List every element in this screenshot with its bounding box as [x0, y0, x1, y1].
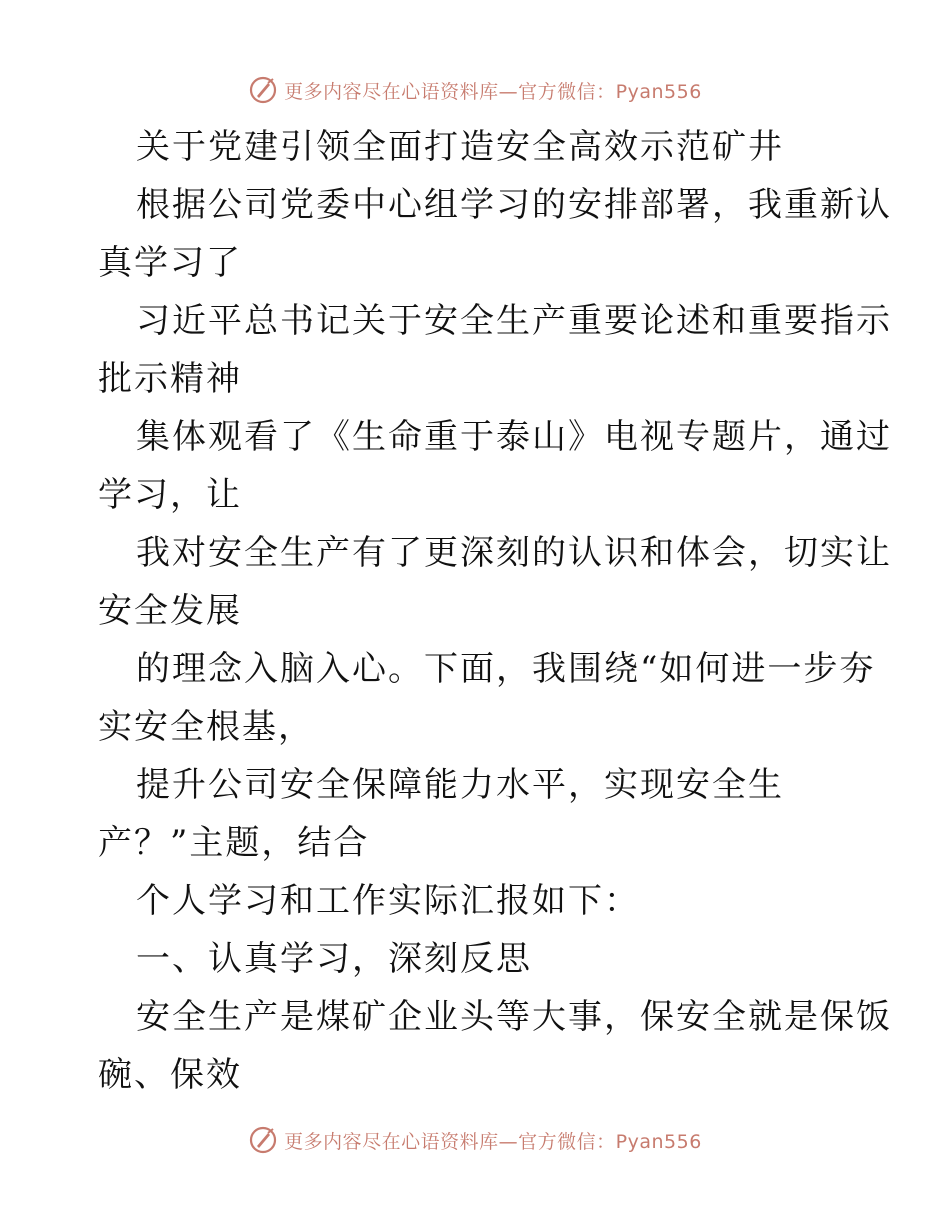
paragraph-line: 根据公司党委中心组学习的安排部署，我重新认 [136, 185, 892, 225]
paragraph-line: 学习，让 [98, 475, 242, 515]
quill-circle-logo-icon [248, 1125, 278, 1155]
paragraph-line: 提升公司安全保障能力水平，实现安全生 [136, 765, 784, 805]
paragraph [0, 872, 950, 930]
paragraph-line: 产？”主题，结合 [98, 823, 370, 863]
paragraph-line: 实安全根基， [98, 707, 314, 747]
paragraph-line: 安全发展 [98, 591, 242, 631]
section-heading [0, 930, 950, 988]
paragraph-line: 碗、保效 [98, 1055, 242, 1095]
paragraph-line: 集体观看了《生命重于泰山》电视专题片，通过 [136, 417, 892, 457]
paragraph-line: 习近平总书记关于安全生产重要论述和重要指示 [136, 301, 892, 341]
paragraph [0, 176, 950, 292]
paragraph-line: 关于党建引领全面打造安全高效示范矿井 [136, 127, 784, 167]
document-body [0, 118, 950, 1104]
paragraph [0, 756, 950, 872]
paragraph [0, 408, 950, 524]
quill-circle-logo-icon [248, 75, 278, 105]
header-watermark [0, 70, 950, 110]
paragraph-line: 一、认真学习，深刻反思 [136, 939, 532, 979]
paragraph [0, 988, 950, 1104]
paragraph [0, 640, 950, 756]
paragraph-title [0, 118, 950, 176]
watermark-text: 更多内容尽在心语资料库—官方微信：Pyan556 [284, 1130, 702, 1153]
paragraph-line: 安全生产是煤矿企业头等大事，保安全就是保饭 [136, 997, 892, 1037]
paragraph-line: 个人学习和工作实际汇报如下： [136, 881, 640, 921]
paragraph-line: 我对安全生产有了更深刻的认识和体会，切实让 [136, 533, 892, 573]
watermark-text: 更多内容尽在心语资料库—官方微信：Pyan556 [284, 80, 702, 103]
paragraph-line: 批示精神 [98, 359, 242, 399]
paragraph-line: 真学习了 [98, 243, 242, 283]
paragraph-line: 的理念入脑入心。下面，我围绕“如何进一步夯 [136, 649, 876, 689]
footer-watermark [0, 1120, 950, 1160]
paragraph [0, 524, 950, 640]
paragraph [0, 292, 950, 408]
